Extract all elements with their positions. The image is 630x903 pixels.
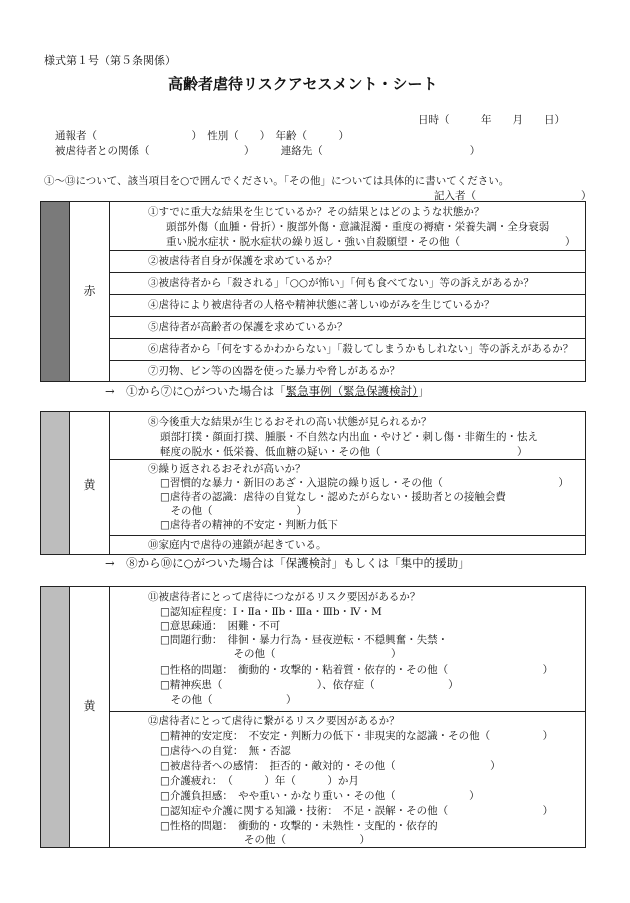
item-text: ⑫虐待者にとって虐待に繋がるリスク要因があるか？ (148, 715, 400, 727)
item-text: ⑧今後重大な結果が生じるおそれの高い状態が見られるか？ (148, 416, 432, 428)
item-text: □虐待への自覚： 無・否認 (160, 745, 291, 757)
reporter-line: 通報者（ ） 性別（ ） 年齢（ ） (55, 130, 349, 142)
item-text: 頭部外傷（血腫・骨折）・腹部外傷・意識混濁・重度の褥瘡・栄養失調・全身衰弱 (166, 221, 550, 233)
item-text: □習慣的な暴力・新旧のあざ・入退院の繰り返し・その他（ ） (160, 477, 569, 489)
item-text: ⑤虐待者が高齢者の保護を求めているか？ (148, 321, 348, 333)
item-text: その他（ ） (160, 505, 307, 517)
risk-item-1 (110, 202, 585, 250)
item-text: □精神疾患（ ）、依存症（ ） (160, 679, 459, 691)
relation-line: 被虐待者との関係（ ） 連絡先（ ） (55, 145, 481, 157)
risk-item-7 (110, 360, 585, 383)
red-result-line (105, 386, 429, 398)
item-text: □認知症程度：Ⅰ・Ⅱa・Ⅱb・Ⅲa・Ⅲb・Ⅳ・M (160, 606, 382, 618)
item-text: 重い脱水症状・脱水症状の繰り返し・強い自殺願望・その他（ ） (166, 236, 576, 248)
item-text: □精神的安定度： 不安定・判断力の低下・非現実的な認識・その他（ ） (160, 730, 554, 742)
risk-item-4 (110, 294, 585, 316)
risk-item-11 (110, 587, 585, 711)
level-label-yellow: 黄 (83, 699, 96, 713)
item-text: □介護疲れ： （ ）年（ ）か月 (160, 775, 359, 787)
item-text: □被虐待者への感情： 拒否的・敵対的・その他（ ） (160, 760, 501, 772)
item-text: ④虐待により被虐待者の人格や精神状態に著しいゆがみを生じているか？ (148, 299, 495, 311)
item-text: □問題行動： 徘徊・暴力行為・昼夜逆転・不穏興奮・失禁・ (160, 634, 449, 646)
item-text: その他（ ） (160, 694, 297, 706)
red-marker-column (41, 202, 70, 381)
yellow-result-line: → ⑧から⑩に○がついた場合は「保護検討」もしくは「集中的援助」 (105, 556, 470, 570)
level-label-red: 赤 (83, 284, 96, 298)
risk-item-5 (110, 316, 585, 338)
section-yellow-1 (40, 411, 586, 555)
instruction-text: ①～⑬について、該当項目を○で囲んでください。「その他」については具体的に書いてください。 (44, 175, 510, 187)
item-text: □虐待者の認識：虐待の自覚なし・認めたがらない・援助者との接触会費 (160, 491, 506, 503)
yellow-level-column (70, 587, 110, 847)
item-text: ②被虐待者自身が保護を求めているか？ (148, 255, 337, 267)
risk-item-3 (110, 272, 585, 294)
section-red (40, 201, 586, 382)
item-text: ①すでに重大な結果を生じているか？その結果とはどのような状態か？ (148, 206, 485, 218)
risk-item-10 (110, 535, 585, 556)
risk-item-9 (110, 459, 585, 535)
risk-item-2 (110, 250, 585, 272)
item-text: ⑪被虐待者にとって虐待につながるリスク要因があるか？ (148, 591, 421, 603)
form-number: 様式第１号（第５条関係） (44, 54, 176, 67)
item-text: ⑨繰り返されるおそれが高いか？ (148, 463, 306, 475)
date-field: 日時（ 年 月 日） (418, 114, 565, 126)
item-text: その他（ ） (160, 648, 402, 660)
item-text: ⑥虐待者から「何をするかわからない」「殺してしまうかもしれない」等の訴えがあるか？ (148, 343, 574, 355)
page-title: 高齢者虐待リスクアセスメント・シート (168, 75, 438, 93)
risk-item-12 (110, 711, 585, 849)
item-text: 軽度の脱水・低栄養、低血糖の疑い・その他（ ） (160, 446, 528, 458)
section-yellow-2 (40, 586, 586, 848)
level-label-yellow: 黄 (83, 478, 96, 492)
item-text: 頭部打撲・顔面打撲、腫脹・不自然な内出血・やけど・刺し傷・非衛生的・怯え (160, 431, 538, 443)
item-text: □性格的問題： 衝動的・攻撃的・未熟性・支配的・依存的 (160, 820, 438, 832)
item-text: □意思疎通： 困難・不可 (160, 620, 281, 632)
yellow-level-column (70, 412, 110, 554)
risk-item-6 (110, 338, 585, 360)
yellow-marker-column (41, 412, 70, 554)
item-text: その他（ ） (160, 834, 370, 846)
item-text: ⑦刃物、ビン等の凶器を使った暴力や脅しがあるか？ (148, 365, 400, 377)
recorder-field: 記入者（ ） (434, 190, 592, 202)
red-level-column (70, 202, 110, 381)
item-text: □介護負担感： やや重い・かなり重い・その他（ ） (160, 790, 480, 802)
result-emphasis: 緊急事例（緊急保護検討） (285, 384, 418, 398)
item-text: □性格的問題： 衝動的・攻撃的・粘着質・依存的・その他（ ） (160, 664, 554, 676)
item-text: ⑩家庭内で虐待の連鎖が起きている。 (148, 539, 327, 551)
item-text: □認知症や介護に関する知識・技術： 不足・誤解・その他（ ） (160, 805, 554, 817)
risk-item-8 (110, 412, 585, 459)
item-text: ③被虐待者から「殺される」「○○が怖い」「何も食べてない」等の訴えがあるか？ (148, 277, 534, 289)
result-suffix: 」 (417, 384, 430, 398)
item-text: □虐待者の精神的不安定・判断力低下 (160, 519, 338, 531)
yellow-marker-column (41, 587, 70, 847)
result-prefix: → ①から⑦に○がついた場合は「 (105, 384, 286, 398)
